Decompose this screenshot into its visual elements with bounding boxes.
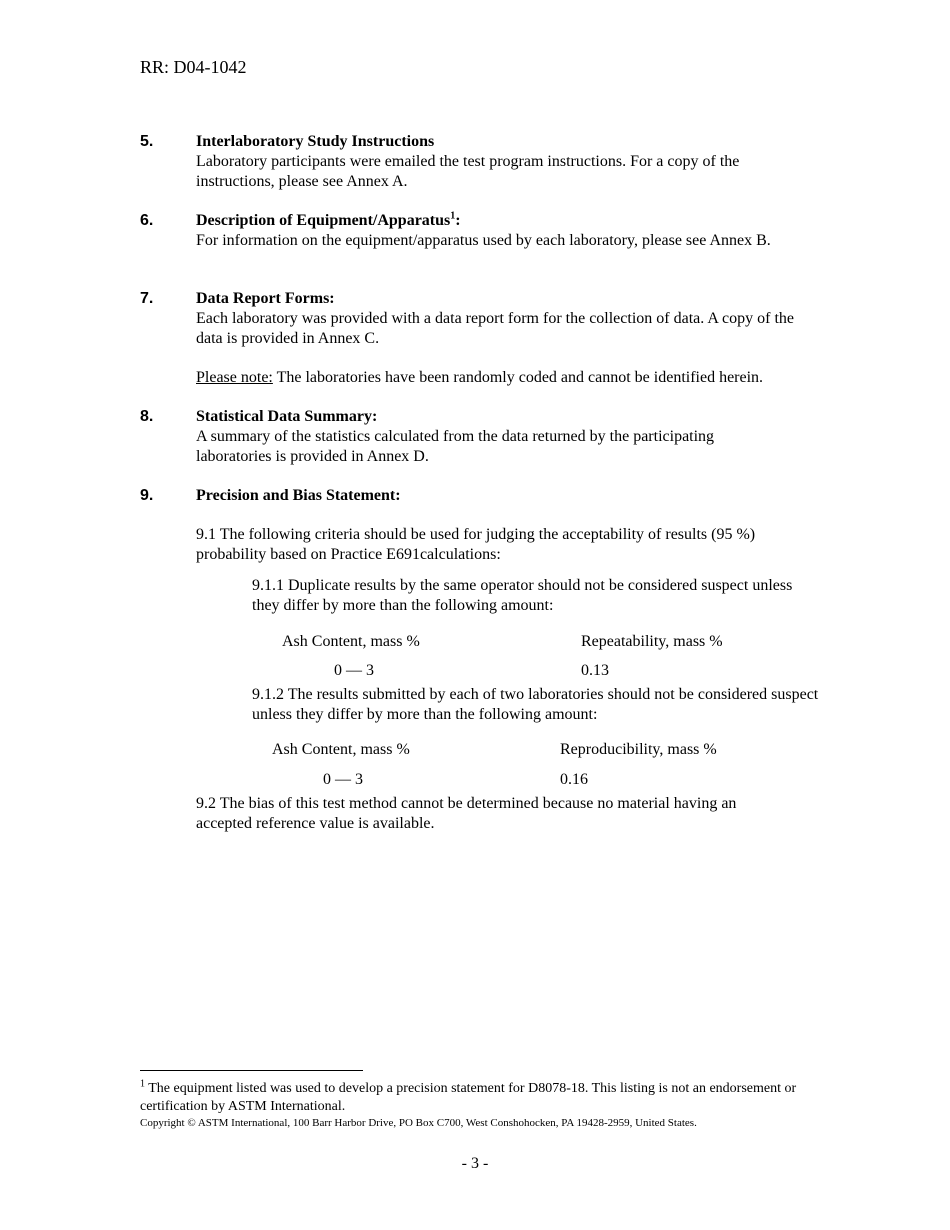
- section-title: Description of Equipment/Apparatus$^1$:: [196, 210, 461, 229]
- section-title: Precision and Bias Statement:: [196, 487, 401, 504]
- paragraph-9-1-2: 9.1.2 The results submitted by each of two laboratories should not be considered suspect unless they differ by more than the following amount:: [252, 686, 819, 723]
- table2-header-ash: Ash Content, mass %: [272, 741, 410, 758]
- table1-value: 0.13: [581, 662, 609, 679]
- paragraph-9-2: 9.2 The bias of this test method cannot be determined because no material having an accepted reference value is available.: [196, 795, 737, 832]
- footnote-ref: 1: [450, 210, 456, 222]
- footnote-mark: 1: [140, 1078, 145, 1090]
- table2-header-reproducibility: Reproducibility, mass %: [560, 741, 717, 758]
- note: Please note: The laboratories have been randomly coded and cannot be identified herein.: [196, 369, 764, 386]
- section-title: Data Report Forms:: [196, 290, 335, 307]
- copyright: Copyright © ASTM International, 100 Barr Harbor Drive, PO Box C700, West Conshohocken, PA 19428-2959, United States.: [140, 1117, 697, 1129]
- section-text: For information on the equipment/apparatus used by each laboratory, please see Annex B.: [196, 232, 771, 249]
- section-number: 8.: [140, 408, 154, 425]
- table2-range: 0 — 3: [323, 771, 363, 788]
- note-label: Please note:: [196, 369, 273, 386]
- table1-range: 0 — 3: [334, 662, 374, 679]
- table1-header-ash: Ash Content, mass %: [282, 633, 420, 650]
- section-number: 6.: [140, 212, 154, 229]
- document-id: RR: D04-1042: [140, 57, 247, 77]
- paragraph-9-1: 9.1 The following criteria should be used for judging the acceptability of results (95 %) probability based on Practice E691calculations:: [196, 526, 756, 563]
- page-number: - 3 -: [461, 1155, 489, 1172]
- section-number: 7.: [140, 290, 154, 307]
- section-number: 9.: [140, 487, 154, 504]
- section-text: A summary of the statistics calculated from the data returned by the participating laboratories is provided in Annex D.: [196, 428, 715, 465]
- table2-value: 0.16: [560, 771, 588, 788]
- section-text: Laboratory participants were emailed the test program instructions. For a copy of the instructions, please see Annex A.: [196, 153, 740, 190]
- footnote-divider: [140, 1070, 363, 1071]
- section-title: Statistical Data Summary:: [196, 408, 378, 425]
- section-number: 5.: [140, 133, 154, 150]
- footnote: $^1$ The equipment listed was used to develop a precision statement for D8078-18. This listing is not an endorsement or certification by ASTM International.: [140, 1078, 797, 1114]
- paragraph-9-1-1: 9.1.1 Duplicate results by the same operator should not be considered suspect unless they differ by more than the following amount:: [252, 577, 793, 614]
- section-title: Interlaboratory Study Instructions: [196, 133, 435, 150]
- table1-header-repeatability: Repeatability, mass %: [581, 633, 723, 650]
- section-text: Each laboratory was provided with a data report form for the collection of data. A copy of the data is provided in Annex C.: [196, 310, 795, 347]
